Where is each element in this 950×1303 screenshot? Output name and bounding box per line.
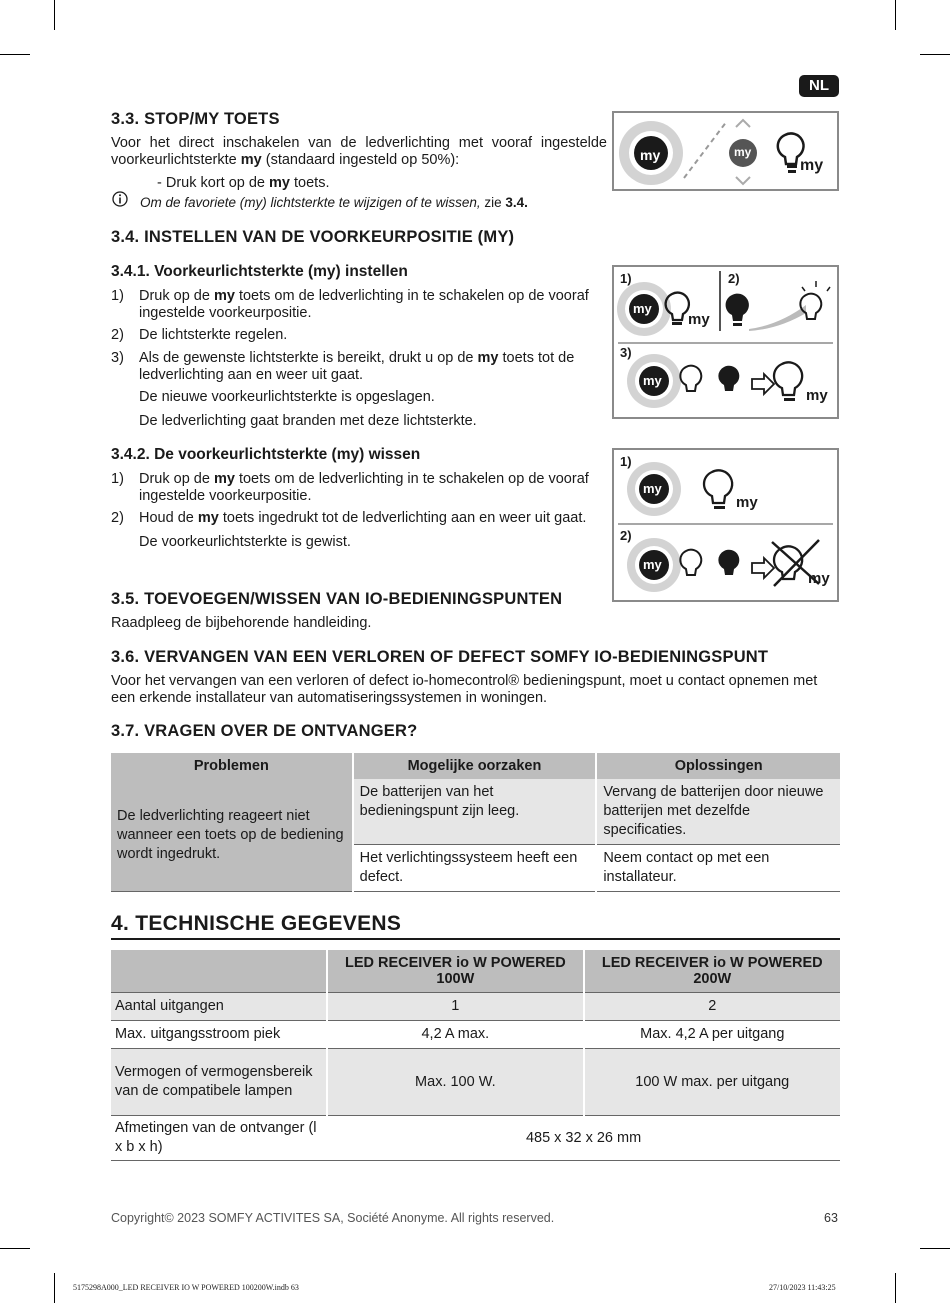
table-row [111, 1049, 840, 1116]
s33-note: Om de favoriete (my) lichtsterkte te wijzigen of te wissen, zie 3.4. [140, 195, 528, 210]
section-3-5-title: 3.5. TOEVOEGEN/WISSEN VAN IO-BEDIENINGSPUNTEN [111, 590, 563, 608]
value-200w: 100 W max. per uitgang [584, 1049, 840, 1116]
bulb-my-label: my [736, 494, 758, 511]
solution-cell: Vervang de batterijen door nieuwe batterijen met dezelfde specificaties. [596, 779, 840, 845]
figure-step-label: 3) [620, 345, 632, 360]
my-button-label: my [643, 557, 662, 572]
figure-step-label: 1) [620, 454, 632, 469]
value-200w: Max. 4,2 A per uitgang [584, 1021, 840, 1049]
troubleshooting-table [111, 753, 840, 892]
value-100w: 4,2 A max. [327, 1021, 583, 1049]
section-3-4-2-title: 3.4.2. De voorkeurlichtsterkte (my) wissen [111, 446, 421, 463]
dimensions-value: 485 x 32 x 26 mm [327, 1116, 840, 1161]
figure-set-favourite [612, 265, 839, 419]
language-badge: NL [799, 75, 839, 97]
s341-note-1: De nieuwe voorkeurlichtsterkte is opgeslagen. [139, 389, 435, 405]
section-4-rule [111, 938, 840, 940]
page-number: 63 [824, 1211, 838, 1225]
my-button-label: my [643, 373, 662, 388]
problem-cell: De ledverlichting reageert niet wanneer een toets op de bediening wordt ingedrukt. [111, 779, 353, 892]
cause-cell: De batterijen van het bedieningspunt zijn leeg. [353, 779, 597, 845]
step-number: 2) [111, 327, 124, 343]
section-3-7-title: 3.7. VRAGEN OVER DE ONTVANGER? [111, 722, 418, 740]
value-100w: Max. 100 W. [327, 1049, 583, 1116]
table-row [111, 779, 840, 845]
column-header: LED RECEIVER io W POWERED 100W [327, 950, 583, 993]
s33-intro: Voor het direct inschakelen van de ledverlichting met vooraf ingestelde voorkeurlichtsterkte my (standaard ingesteld op 50%): [111, 135, 607, 168]
crop-mark [895, 0, 896, 30]
technical-data-table [111, 950, 840, 1161]
section-3-4-title: 3.4. INSTELLEN VAN DE VOORKEURPOSITIE (MY) [111, 228, 515, 246]
info-icon [112, 191, 128, 207]
value-100w: 1 [327, 993, 583, 1021]
s36-text: Voor het vervangen van een verloren of defect io-homecontrol® bedieningspunt, moet u contact opnemen met een erkende installateur van automatiseringssystemen in woningen. [111, 673, 818, 706]
column-header [111, 950, 327, 993]
row-label: Aantal uitgangen [111, 993, 327, 1021]
table-row [111, 1021, 840, 1049]
my-button-label-small: my [734, 145, 752, 159]
value-200w: 2 [584, 993, 840, 1021]
crop-mark [920, 1248, 950, 1249]
my-button-label: my [633, 301, 652, 316]
section-3-6-title: 3.6. VERVANGEN VAN EEN VERLOREN OF DEFECT SOMFY IO-BEDIENINGSPUNT [111, 648, 769, 666]
step-text: De lichtsterkte regelen. [139, 327, 288, 343]
crop-mark [54, 0, 55, 30]
figure-stop-my-button [612, 111, 839, 191]
column-header: Oplossingen [596, 753, 840, 779]
copyright: Copyright© 2023 SOMFY ACTIVITES SA, Société Anonyme. All rights reserved. [111, 1211, 555, 1225]
my-button-label: my [643, 481, 662, 496]
crop-mark [895, 1273, 896, 1303]
step-text: Druk op de my toets om de ledverlichting in te schakelen op de vooraf ingestelde voorkeurpositie. [139, 471, 589, 504]
row-label: Max. uitgangsstroom piek [111, 1021, 327, 1049]
bulb-my-label: my [806, 387, 828, 404]
step-number: 1) [111, 471, 124, 487]
solution-cell: Neem contact op met een installateur. [596, 845, 840, 892]
section-3-4-1-title: 3.4.1. Voorkeurlichtsterkte (my) instellen [111, 263, 408, 280]
s33-bullet: - Druk kort op de my toets. [157, 175, 330, 191]
bulb-my-label: my [688, 311, 710, 328]
cause-cell: Het verlichtingssysteem heeft een defect. [353, 845, 597, 892]
row-label: Afmetingen van de ontvanger (l x b x h) [111, 1116, 327, 1161]
step-number: 2) [111, 510, 124, 526]
column-header: Mogelijke oorzaken [353, 753, 597, 779]
row-label: Vermogen of vermogensbereik van de compatibele lampen [111, 1049, 327, 1116]
table-row [111, 993, 840, 1021]
step-number: 1) [111, 288, 124, 304]
my-button-label: my [640, 147, 661, 163]
section-3-3-title: 3.3. STOP/MY TOETS [111, 110, 280, 128]
figure-delete-favourite [612, 448, 839, 602]
crop-mark [54, 1273, 55, 1303]
figure-step-label: 2) [620, 528, 632, 543]
s342-note: De voorkeurlichtsterkte is gewist. [139, 534, 351, 550]
table-row [111, 1116, 840, 1161]
crop-mark [0, 1248, 30, 1249]
s341-note-2: De ledverlichting gaat branden met deze lichtsterkte. [139, 413, 477, 429]
step-text: Houd de my toets ingedrukt tot de ledverlichting aan en weer uit gaat. [139, 510, 587, 526]
figure-step-label: 2) [728, 271, 740, 286]
bulb-my-label: my [808, 570, 830, 587]
section-4-title: 4. TECHNISCHE GEGEVENS [111, 912, 402, 935]
s35-text: Raadpleeg de bijbehorende handleiding. [111, 615, 372, 631]
print-slug-file: 5175298A000_LED RECEIVER IO W POWERED 100200W.indb 63 [73, 1283, 299, 1292]
column-header: LED RECEIVER io W POWERED 200W [584, 950, 840, 993]
step-text: Druk op de my toets om de ledverlichting in te schakelen op de vooraf ingestelde voorkeurpositie. [139, 288, 589, 321]
bulb-my-label: my [800, 157, 824, 174]
step-number: 3) [111, 350, 124, 366]
print-slug-date: 27/10/2023 11:43:25 [769, 1283, 836, 1292]
figure-step-label: 1) [620, 271, 632, 286]
crop-mark [920, 54, 950, 55]
column-header: Problemen [111, 753, 353, 779]
crop-mark [0, 54, 30, 55]
step-text: Als de gewenste lichtsterkte is bereikt, drukt u op de my toets tot de ledverlichting aan en weer uit gaat. [139, 350, 575, 383]
